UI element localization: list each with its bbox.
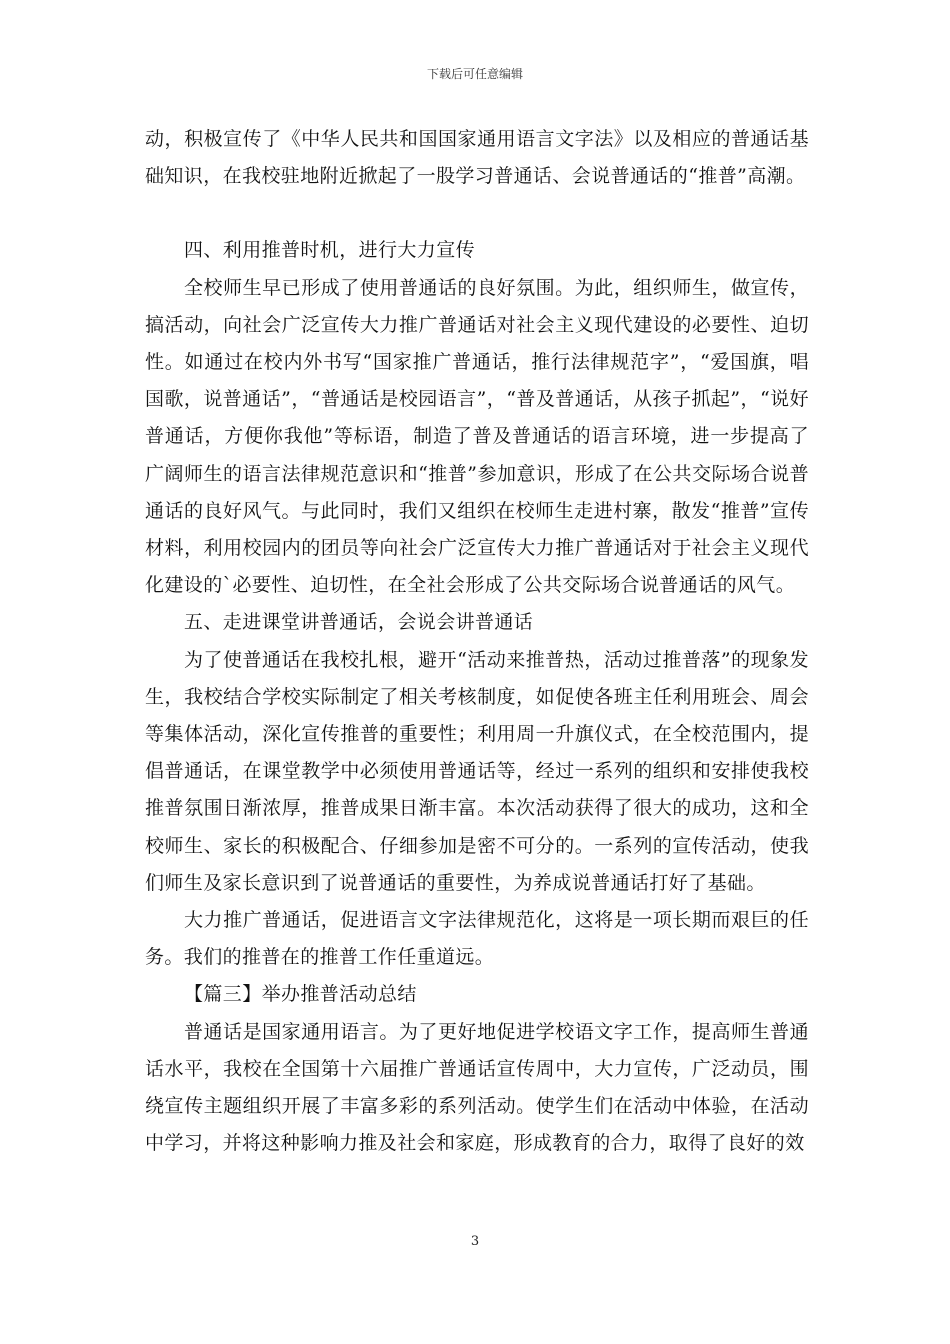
section-heading-4: 四、利用推普时机，进行大力宣传 — [184, 239, 476, 262]
paragraph-classroom: 为了使普通话在我校扎根，避开“活动来推普热，活动过推普落”的现象发生，我校结合学校实际制定了相关考核制度，如促使各班主任利用班会、周会等集体活动，深化宣传推普的重要性；利用周一升旗仪式，在全校范围内，提倡普通话，在课堂教学中必须使用普通话等，经过一系列的组织和安排使我校推普氛围日渐浓厚，推普成果日渐丰富。本次活动获得了很大的成功，这和全校师生、家长的积极配合、仔细参加是密不可分的。一系列的宣传活动，使我们师生及家长意识到了说普通话的重要性，为养成说普通话打好了基础。 — [145, 648, 809, 894]
paragraph-continuation: 动，积极宣传了《中华人民共和国国家通用语言文字法》以及相应的普通话基础知识，在我校驻地附近掀起了一股学习普通话、会说普通话的“推普”高潮。 — [145, 128, 809, 188]
article-title-part3: 【篇三】举办推普活动总结 — [184, 983, 417, 1006]
paragraph-part3-intro: 普通话是国家通用语言。为了更好地促进学校语文字工作，提高师生普通话水平，我校在全国第十六届推广普通话宣传周中，大力宣传，广泛动员，围绕宣传主题组织开展了丰富多彩的系列活动。使学生们在活动中体验，在活动中学习，并将这种影响力推及社会和家庭，形成教育的合力，取得了良好的效 — [145, 1020, 809, 1155]
page-header: 下载后可任意编辑 — [426, 67, 523, 81]
document-body — [145, 121, 809, 1162]
paragraph-publicity: 全校师生早已形成了使用普通话的良好氛围。为此，组织师生，做宣传，搞活动，向社会广泛宣传大力推广普通话对社会主义现代建设的必要性、迫切性。如通过在校内外书写“国家推广普通话，推行法律规范字”，“爱国旗，唱国歌，说普通话”，“普通话是校园语言”，“普及普通话，从孩子抓起”，“说好普通话，方便你我他”等标语，制造了普及普通话的语言环境，进一步提高了广阔师生的语言法律规范意识和“推普”参加意识，形成了在公共交际场合说普通话的良好风气。与此同时，我们又组织在校师生走进村寨，散发“推普”宣传材料，利用校园内的团员等向社会广泛宣传大力推广普通话对于社会主义现代化建设的`必要性、迫切性，在全社会形成了公共交际场合说普通话的风气。 — [145, 276, 809, 597]
paragraph-conclusion: 大力推广普通话，促进语言文字法律规范化，这将是一项长期而艰巨的任务。我们的推普在的推普工作任重道远。 — [145, 909, 809, 969]
section-heading-5: 五、走进课堂讲普通话，会说会讲普通话 — [184, 611, 534, 634]
page-number: 3 — [470, 1234, 480, 1249]
